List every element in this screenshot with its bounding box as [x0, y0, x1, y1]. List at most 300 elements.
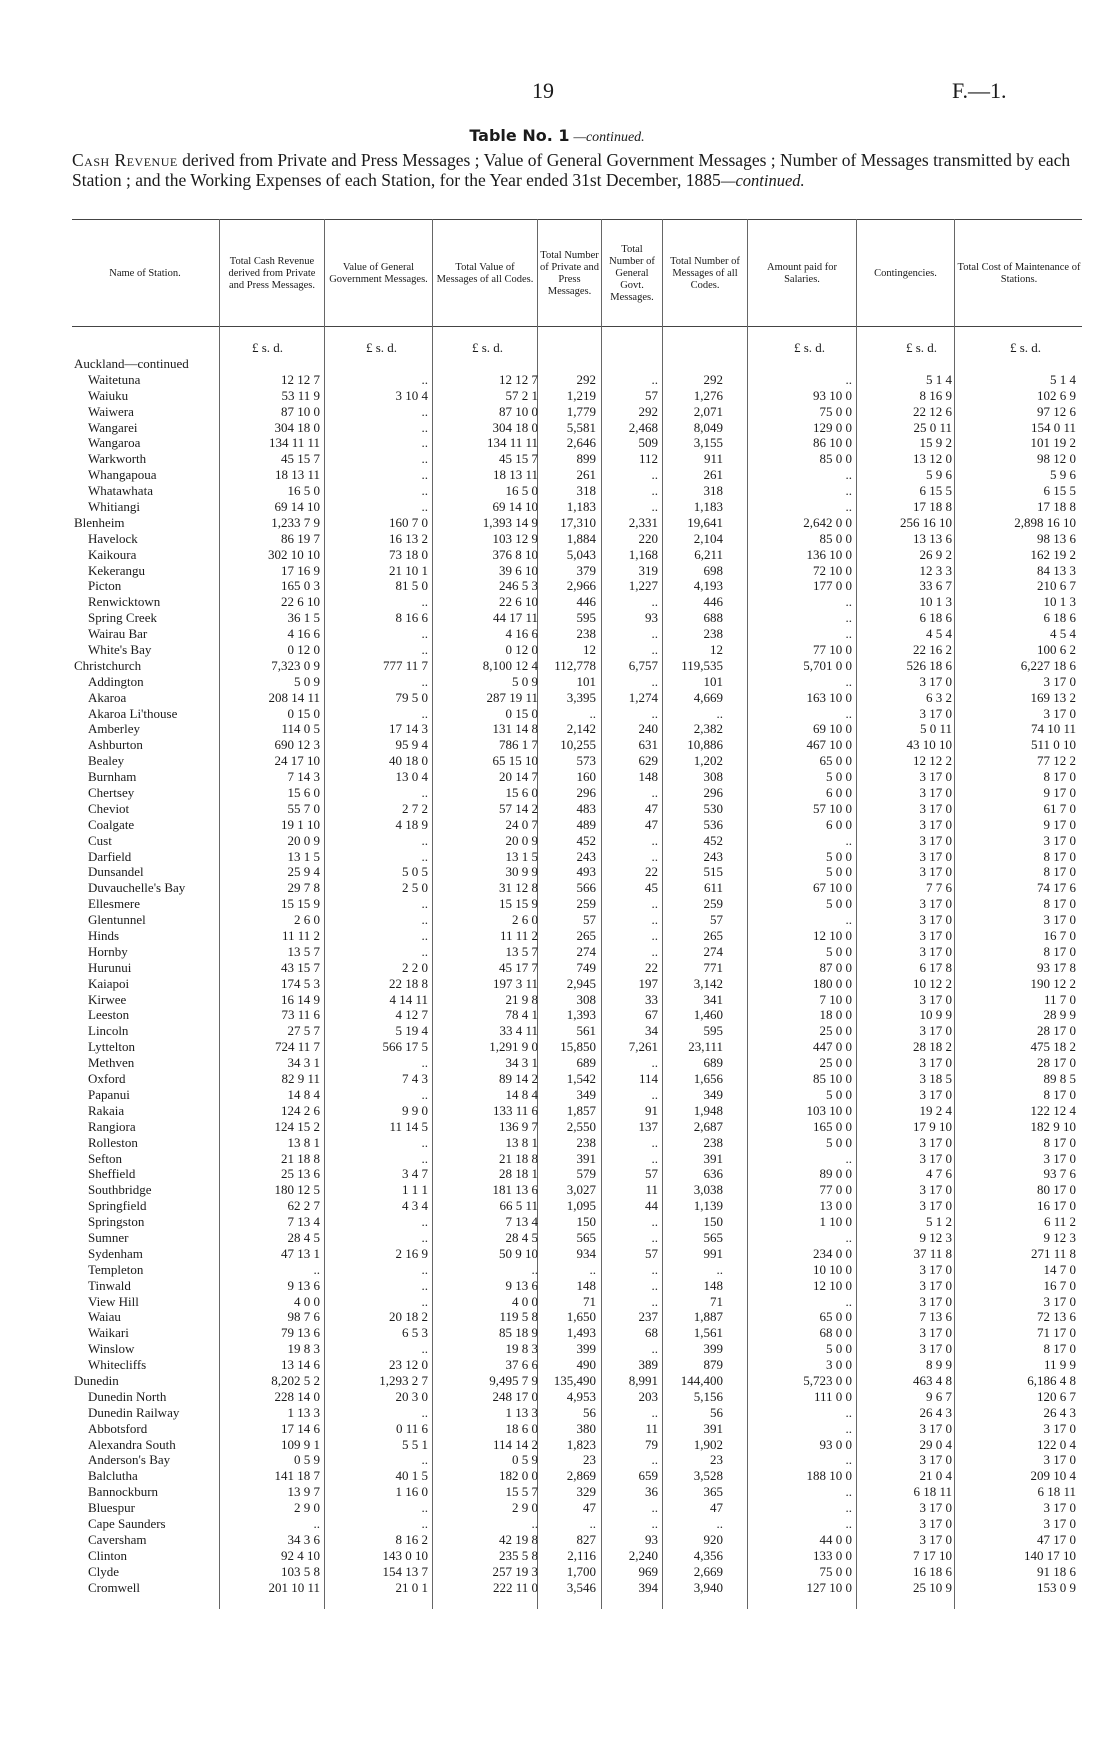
- number-govt-cell: ..: [651, 1055, 658, 1071]
- total-value-cell: 136 9 7: [499, 1118, 538, 1134]
- number-all-cell: 19,641: [687, 514, 723, 530]
- contingencies-cell: 17 9 10: [913, 1118, 952, 1134]
- total-cost-cell: 6,186 4 8: [1027, 1372, 1076, 1388]
- total-cost-cell: 101 19 2: [1030, 435, 1076, 451]
- table-row: [0, 467, 1114, 483]
- cash-cell: 45 15 7: [281, 451, 320, 467]
- total-cost-cell: 16 7 0: [1043, 1277, 1076, 1293]
- number-govt-cell: 68: [645, 1325, 658, 1341]
- number-all-cell: 1,656: [693, 1071, 723, 1087]
- total-value-cell: 119 5 8: [499, 1309, 538, 1325]
- total-value-cell: 786 1 7: [499, 737, 538, 753]
- number-all-cell: 911: [703, 451, 723, 467]
- total-value-cell: 21 9 8: [505, 991, 538, 1007]
- cash-cell: 98 7 6: [287, 1309, 320, 1325]
- contingencies-cell: 10 12 2: [913, 975, 952, 991]
- number-govt-cell: ..: [651, 371, 658, 387]
- govt-value-cell: ..: [421, 594, 428, 610]
- contingencies-cell: 37 11 8: [913, 1245, 952, 1261]
- cash-cell: 141 18 7: [274, 1468, 320, 1484]
- salaries-cell: 65 0 0: [819, 753, 852, 769]
- salaries-cell: ..: [845, 467, 852, 483]
- contingencies-cell: 6 15 5: [919, 483, 952, 499]
- govt-value-cell: ..: [421, 1229, 428, 1245]
- station-name: Ellesmere: [88, 896, 140, 912]
- number-all-cell: 399: [703, 1341, 723, 1357]
- number-govt-cell: ..: [651, 483, 658, 499]
- total-cost-cell: 11 9 9: [1043, 1357, 1076, 1373]
- number-govt-cell: ..: [651, 1261, 658, 1277]
- number-all-cell: 515: [703, 864, 723, 880]
- govt-value-cell: ..: [421, 1150, 428, 1166]
- contingencies-cell: 3 17 0: [919, 912, 952, 928]
- contingencies-cell: 3 17 0: [919, 1198, 952, 1214]
- number-all-cell: 2,104: [693, 530, 723, 546]
- number-all-cell: 6,211: [694, 546, 723, 562]
- govt-value-cell: 4 14 11: [389, 991, 428, 1007]
- station-name: Bluespur: [88, 1500, 135, 1516]
- table-row: [0, 1071, 1114, 1087]
- govt-value-cell: 7 4 3: [402, 1071, 428, 1087]
- govt-value-cell: 40 18 0: [389, 753, 428, 769]
- station-name: Auckland—continued: [74, 356, 189, 371]
- salaries-cell: 129 0 0: [813, 419, 852, 435]
- total-value-cell: 222 11 0: [492, 1579, 538, 1595]
- govt-value-cell: 22 18 8: [389, 975, 428, 991]
- table-row: [0, 404, 1114, 420]
- number-govt-cell: ..: [651, 499, 658, 514]
- total-cost-cell: 6 15 5: [1043, 483, 1076, 499]
- table-row: [0, 833, 1114, 849]
- cash-cell: 0 5 9: [294, 1452, 320, 1468]
- cash-cell: 13 14 6: [281, 1357, 320, 1373]
- station-name: Kirwee: [88, 991, 127, 1007]
- number-all-cell: 530: [703, 800, 723, 816]
- total-cost-cell: 47 17 0: [1037, 1531, 1076, 1547]
- govt-value-cell: ..: [421, 626, 428, 642]
- table-row: [0, 420, 1114, 436]
- number-private-cell: 3,027: [566, 1182, 596, 1198]
- station-name: Balclutha: [88, 1468, 138, 1484]
- govt-value-cell: 5 0 5: [402, 864, 428, 880]
- cash-cell: 17 16 9: [281, 562, 320, 578]
- number-all-cell: 3,038: [693, 1182, 723, 1198]
- number-govt-cell: 1,274: [628, 689, 658, 705]
- total-cost-cell: 91 18 6: [1037, 1563, 1076, 1579]
- total-value-cell: 2 6 0: [512, 912, 538, 928]
- cash-cell: 28 4 5: [287, 1229, 320, 1245]
- cash-cell: 82 9 11: [281, 1071, 320, 1087]
- table-row: [0, 1246, 1114, 1262]
- salaries-cell: ..: [845, 1404, 852, 1420]
- station-name: Lyttelton: [88, 1039, 135, 1055]
- number-private-cell: 238: [576, 1134, 596, 1150]
- cash-cell: 43 15 7: [281, 959, 320, 975]
- number-govt-cell: ..: [651, 673, 658, 689]
- contingencies-cell: 3 17 0: [919, 864, 952, 880]
- table-row: [0, 1294, 1114, 1310]
- salaries-cell: ..: [845, 1515, 852, 1531]
- govt-value-cell: 5 5 1: [402, 1436, 428, 1452]
- total-value-cell: 133 11 6: [492, 1102, 538, 1118]
- contingencies-cell: 3 17 0: [919, 800, 952, 816]
- total-value-cell: 45 15 7: [499, 451, 538, 467]
- total-value-cell: ..: [531, 1261, 538, 1277]
- total-value-cell: 37 6 6: [505, 1357, 538, 1373]
- number-private-cell: 71: [583, 1293, 596, 1309]
- number-govt-cell: ..: [651, 832, 658, 848]
- station-name: Clyde: [88, 1563, 120, 1579]
- total-value-cell: 14 8 4: [505, 1086, 538, 1102]
- contingencies-cell: 6 3 2: [926, 689, 952, 705]
- contingencies-cell: 3 17 0: [919, 1277, 952, 1293]
- number-govt-cell: 2,468: [628, 419, 658, 435]
- number-all-cell: 144,400: [680, 1372, 723, 1388]
- number-govt-cell: 22: [645, 864, 658, 880]
- govt-value-cell: ..: [421, 848, 428, 864]
- total-cost-cell: 8 17 0: [1043, 1086, 1076, 1102]
- contingencies-cell: 3 17 0: [919, 1452, 952, 1468]
- total-cost-cell: 80 17 0: [1037, 1182, 1076, 1198]
- number-all-cell: 10,886: [687, 737, 723, 753]
- header-govt-value: Value of General Government Messages.: [329, 262, 428, 285]
- number-govt-cell: ..: [651, 1229, 658, 1245]
- total-cost-cell: 6 18 11: [1037, 1484, 1076, 1500]
- govt-value-cell: 0 11 6: [395, 1420, 428, 1436]
- number-govt-cell: ..: [651, 848, 658, 864]
- number-govt-cell: 47: [645, 800, 658, 816]
- cash-cell: 7,323 0 9: [271, 657, 320, 673]
- table-number: Table No. 1: [469, 126, 570, 145]
- number-all-cell: 57: [710, 912, 723, 928]
- cash-cell: 19 8 3: [287, 1341, 320, 1357]
- number-govt-cell: 292: [638, 403, 658, 419]
- total-cost-cell: 122 0 4: [1037, 1436, 1076, 1452]
- contingencies-cell: 8 9 9: [926, 1357, 952, 1373]
- number-private-cell: 399: [576, 1341, 596, 1357]
- govt-value-cell: 9 9 0: [402, 1102, 428, 1118]
- salaries-cell: 10 10 0: [813, 1261, 852, 1277]
- number-govt-cell: 394: [638, 1579, 658, 1595]
- total-value-cell: 11 11 2: [499, 928, 538, 944]
- contingencies-cell: 5 1 2: [926, 1214, 952, 1230]
- salaries-cell: 77 10 0: [813, 642, 852, 658]
- total-cost-cell: 97 12 6: [1037, 403, 1076, 419]
- table-row: [0, 1055, 1114, 1071]
- station-name: Wairau Bar: [88, 626, 148, 642]
- table-row: [0, 912, 1114, 928]
- cash-cell: 16 5 0: [287, 483, 320, 499]
- cash-cell: 14 8 4: [287, 1086, 320, 1102]
- govt-value-cell: 4 3 4: [402, 1198, 428, 1214]
- number-private-cell: 493: [576, 864, 596, 880]
- table-row: [0, 1357, 1114, 1373]
- salaries-cell: 44 0 0: [819, 1531, 852, 1547]
- total-cost-cell: 10 1 3: [1043, 594, 1076, 610]
- total-value-cell: 78 4 1: [505, 1007, 538, 1023]
- number-all-cell: 2,382: [693, 721, 723, 737]
- number-private-cell: 1,884: [566, 530, 596, 546]
- cash-cell: 302 10 10: [268, 546, 320, 562]
- govt-value-cell: ..: [421, 832, 428, 848]
- salaries-cell: 89 0 0: [819, 1166, 852, 1182]
- total-value-cell: 13 5 7: [505, 943, 538, 959]
- table-row: [0, 849, 1114, 865]
- salaries-cell: 86 10 0: [813, 435, 852, 451]
- number-all-cell: 391: [703, 1150, 723, 1166]
- contingencies-cell: 3 17 0: [919, 785, 952, 801]
- number-private-cell: 391: [576, 1150, 596, 1166]
- table-row: [0, 1389, 1114, 1405]
- cash-cell: 4 16 6: [287, 626, 320, 642]
- total-cost-cell: 98 13 6: [1037, 530, 1076, 546]
- total-value-cell: 21 18 8: [499, 1150, 538, 1166]
- contingencies-cell: 3 17 0: [919, 1182, 952, 1198]
- total-value-cell: 30 9 9: [505, 864, 538, 880]
- total-cost-cell: 3 17 0: [1043, 1515, 1076, 1531]
- salaries-cell: 5 0 0: [826, 1341, 852, 1357]
- number-all-cell: 1,887: [693, 1309, 723, 1325]
- total-cost-cell: 3 17 0: [1043, 705, 1076, 721]
- total-value-cell: 20 0 9: [505, 832, 538, 848]
- number-all-cell: 2,071: [693, 403, 723, 419]
- table-row: [0, 515, 1114, 531]
- cash-cell: 9 13 6: [287, 1277, 320, 1293]
- total-value-cell: 0 15 0: [505, 705, 538, 721]
- number-private-cell: 1,542: [566, 1071, 596, 1087]
- govt-value-cell: 160 7 0: [389, 514, 428, 530]
- salaries-cell: 6 0 0: [826, 816, 852, 832]
- number-all-cell: 150: [703, 1214, 723, 1230]
- contingencies-cell: 256 16 10: [900, 514, 952, 530]
- total-value-cell: 50 9 10: [499, 1245, 538, 1261]
- table-row: [0, 1135, 1114, 1151]
- total-cost-cell: 162 19 2: [1030, 546, 1076, 562]
- number-govt-cell: 237: [638, 1309, 658, 1325]
- number-private-cell: 160: [576, 769, 596, 785]
- table-row: [0, 896, 1114, 912]
- govt-value-cell: ..: [421, 1055, 428, 1071]
- number-govt-cell: 2,240: [628, 1547, 658, 1563]
- number-private-cell: 101: [576, 673, 596, 689]
- contingencies-cell: 3 18 5: [919, 1071, 952, 1087]
- table-row: [0, 674, 1114, 690]
- cash-cell: 87 10 0: [281, 403, 320, 419]
- total-value-cell: 28 4 5: [505, 1229, 538, 1245]
- station-name: Whangapoua: [88, 467, 157, 483]
- number-govt-cell: ..: [651, 1150, 658, 1166]
- govt-value-cell: 95 9 4: [395, 737, 428, 753]
- cash-cell: 2 6 0: [294, 912, 320, 928]
- salaries-cell: ..: [845, 499, 852, 514]
- total-value-cell: 9,495 7 9: [489, 1372, 538, 1388]
- total-value-cell: 114 14 2: [492, 1436, 538, 1452]
- cash-cell: 34 3 6: [287, 1531, 320, 1547]
- salaries-cell: 65 0 0: [819, 1309, 852, 1325]
- contingencies-cell: 6 18 11: [913, 1484, 952, 1500]
- contingencies-cell: 3 17 0: [919, 816, 952, 832]
- cash-cell: 8,202 5 2: [271, 1372, 320, 1388]
- total-cost-cell: 16 7 0: [1043, 928, 1076, 944]
- contingencies-cell: 5 1 4: [926, 371, 952, 387]
- govt-value-cell: 81 5 0: [395, 578, 428, 594]
- govt-value-cell: ..: [421, 896, 428, 912]
- total-value-cell: 20 14 7: [499, 769, 538, 785]
- number-all-cell: 148: [703, 1277, 723, 1293]
- govt-value-cell: ..: [421, 642, 428, 658]
- number-private-cell: 2,116: [567, 1547, 596, 1563]
- number-private-cell: ..: [589, 1261, 596, 1277]
- station-name: Waiwera: [88, 403, 134, 419]
- govt-value-cell: ..: [421, 928, 428, 944]
- govt-value-cell: 143 0 10: [382, 1547, 428, 1563]
- table-row: [0, 1087, 1114, 1103]
- contingencies-cell: 17 18 8: [913, 499, 952, 514]
- salaries-cell: 67 10 0: [813, 880, 852, 896]
- total-cost-cell: 6,227 18 6: [1020, 657, 1076, 673]
- total-cost-cell: 2,898 16 10: [1014, 514, 1076, 530]
- cash-cell: 0 12 0: [287, 642, 320, 658]
- govt-value-cell: 154 13 7: [382, 1563, 428, 1579]
- total-cost-cell: 17 18 8: [1037, 499, 1076, 514]
- station-name: Waikari: [88, 1325, 129, 1341]
- contingencies-cell: 15 9 2: [919, 435, 952, 451]
- station-name: Wangaroa: [88, 435, 141, 451]
- cash-cell: 5 0 9: [294, 673, 320, 689]
- total-cost-cell: 5 9 6: [1050, 467, 1076, 483]
- total-cost-cell: 3 17 0: [1043, 832, 1076, 848]
- number-govt-cell: 93: [645, 610, 658, 626]
- number-private-cell: ..: [589, 1515, 596, 1531]
- station-name: Waiau: [88, 1309, 121, 1325]
- salaries-cell: 163 10 0: [806, 689, 852, 705]
- total-cost-cell: 182 9 10: [1030, 1118, 1076, 1134]
- cash-cell: 19 1 10: [281, 816, 320, 832]
- cash-cell: 7 14 3: [287, 769, 320, 785]
- salaries-cell: 12 10 0: [813, 1277, 852, 1293]
- station-name: Addington: [88, 673, 144, 689]
- number-private-cell: 1,857: [566, 1102, 596, 1118]
- table-row: [0, 992, 1114, 1008]
- station-name: Duvauchelle's Bay: [88, 880, 186, 896]
- number-all-cell: 259: [703, 896, 723, 912]
- salaries-cell: 5 0 0: [826, 848, 852, 864]
- contingencies-cell: 3 17 0: [919, 1531, 952, 1547]
- unit-label: £ s. d.: [366, 340, 398, 355]
- govt-value-cell: ..: [421, 1404, 428, 1420]
- total-cost-cell: 74 17 6: [1037, 880, 1076, 896]
- table-row: [0, 1039, 1114, 1055]
- contingencies-cell: 4 5 4: [926, 626, 952, 642]
- number-govt-cell: ..: [651, 928, 658, 944]
- salaries-cell: 75 0 0: [819, 403, 852, 419]
- number-all-cell: 292: [703, 371, 723, 387]
- contingencies-cell: 10 9 9: [919, 1007, 952, 1023]
- total-value-cell: 85 18 9: [499, 1325, 538, 1341]
- number-govt-cell: ..: [651, 1515, 658, 1531]
- table-row: [0, 499, 1114, 515]
- table-row: [0, 769, 1114, 785]
- govt-value-cell: ..: [421, 467, 428, 483]
- total-cost-cell: 3 17 0: [1043, 1293, 1076, 1309]
- table-row: [0, 626, 1114, 642]
- govt-value-cell: 73 18 0: [389, 546, 428, 562]
- table-row: [0, 1405, 1114, 1421]
- number-govt-cell: 45: [645, 880, 658, 896]
- total-value-cell: 7 13 4: [505, 1214, 538, 1230]
- total-cost-cell: 28 9 9: [1043, 1007, 1076, 1023]
- table-row: [0, 1119, 1114, 1135]
- total-cost-cell: 3 17 0: [1043, 1420, 1076, 1436]
- number-govt-cell: ..: [651, 896, 658, 912]
- number-govt-cell: ..: [651, 943, 658, 959]
- number-private-cell: 1,823: [566, 1436, 596, 1452]
- number-govt-cell: 47: [645, 816, 658, 832]
- station-name: Caversham: [88, 1531, 147, 1547]
- number-private-cell: 899: [576, 451, 596, 467]
- salaries-cell: 5 0 0: [826, 864, 852, 880]
- contingencies-cell: 13 12 0: [913, 451, 952, 467]
- number-all-cell: 698: [703, 562, 723, 578]
- contingencies-cell: 3 17 0: [919, 943, 952, 959]
- station-name: Coalgate: [88, 816, 135, 832]
- number-private-cell: 5,581: [566, 419, 596, 435]
- cash-cell: 11 11 2: [281, 928, 320, 944]
- number-private-cell: 5,043: [566, 546, 596, 562]
- number-private-cell: 238: [576, 626, 596, 642]
- unit-label: £ s. d.: [794, 340, 826, 355]
- govt-value-cell: 8 16 6: [395, 610, 428, 626]
- table-row: [0, 610, 1114, 626]
- table-row: [0, 1532, 1114, 1548]
- total-value-cell: 33 4 11: [499, 1023, 538, 1039]
- number-private-cell: 47: [583, 1500, 596, 1516]
- govt-value-cell: 21 10 1: [389, 562, 428, 578]
- contingencies-cell: 10 1 3: [919, 594, 952, 610]
- contingencies-cell: 7 17 10: [913, 1547, 952, 1563]
- contingencies-cell: 12 3 3: [919, 562, 952, 578]
- contingencies-cell: 3 17 0: [919, 848, 952, 864]
- number-private-cell: 57: [583, 912, 596, 928]
- number-all-cell: 4,356: [693, 1547, 723, 1563]
- total-cost-cell: 93 7 6: [1043, 1166, 1076, 1182]
- cash-cell: 0 15 0: [287, 705, 320, 721]
- contingencies-cell: 526 18 6: [906, 657, 952, 673]
- cash-cell: 2 9 0: [294, 1500, 320, 1516]
- salaries-cell: 5,723 0 0: [803, 1372, 852, 1388]
- number-all-cell: 47: [710, 1500, 723, 1516]
- table-row: [0, 1023, 1114, 1039]
- cash-cell: 134 11 11: [268, 435, 320, 451]
- table-row: [0, 531, 1114, 547]
- number-govt-cell: 659: [638, 1468, 658, 1484]
- unit-label: £ s. d.: [906, 340, 938, 355]
- number-govt-cell: 148: [638, 769, 658, 785]
- table-row: [0, 1468, 1114, 1484]
- salaries-cell: 127 10 0: [806, 1579, 852, 1595]
- table-row: [0, 1373, 1114, 1389]
- govt-value-cell: 20 18 2: [389, 1309, 428, 1325]
- number-all-cell: 274: [703, 943, 723, 959]
- salaries-cell: 103 10 0: [806, 1102, 852, 1118]
- total-value-cell: 304 18 0: [492, 419, 538, 435]
- salaries-cell: 68 0 0: [819, 1325, 852, 1341]
- total-value-cell: 22 6 10: [499, 594, 538, 610]
- number-govt-cell: 11: [645, 1182, 658, 1198]
- total-cost-cell: 98 12 0: [1037, 451, 1076, 467]
- station-name: Rakaia: [88, 1102, 125, 1118]
- table-row: [0, 1452, 1114, 1468]
